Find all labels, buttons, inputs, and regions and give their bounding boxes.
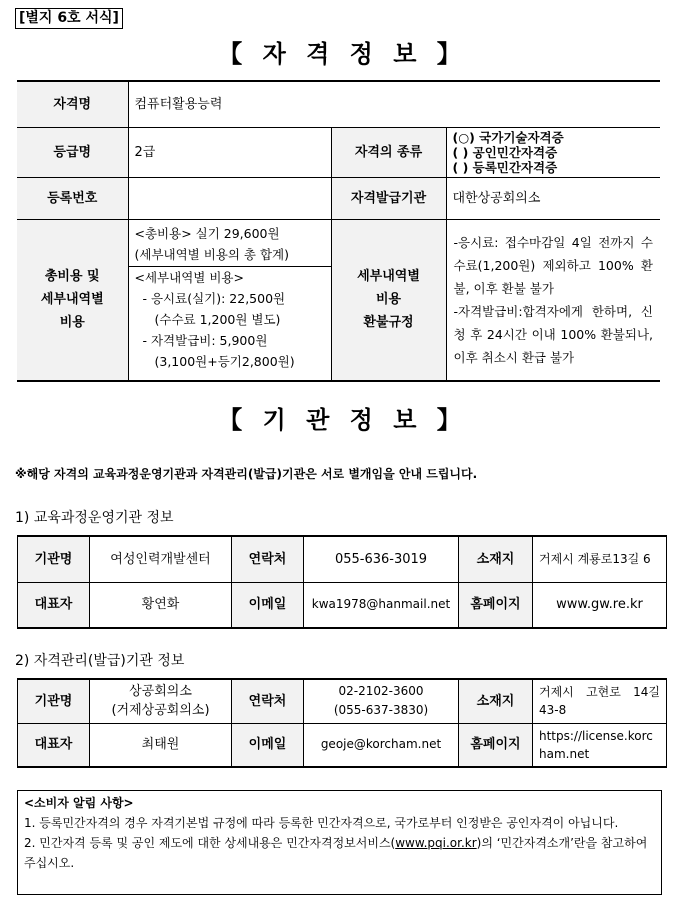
issuer-value: 대한상공회의소 [446, 177, 660, 219]
organization-section-title: 【 기 관 정 보 】 [218, 406, 467, 434]
grade-value: 2급 [128, 127, 331, 177]
mgmt-email-value: geoje@korcham.net [304, 723, 459, 767]
pqi-link[interactable]: www.pqi.or.kr [395, 836, 477, 850]
education-org-table [17, 535, 667, 629]
edu-contact-label: 연락처 [232, 536, 304, 582]
total-cost-block [129, 220, 331, 267]
mgmt-org-name-label: 기관명 [18, 679, 90, 723]
mgmt-email-label: 이메일 [232, 723, 304, 767]
detail-cost-block [135, 267, 325, 372]
mgmt-representative-value: 최태원 [90, 723, 232, 767]
mgmt-homepage-value: https://license.korcham.net [533, 723, 667, 767]
grade-label: 등급명 [17, 127, 128, 177]
refund-label-line: 세부내역별 [357, 269, 420, 285]
edu-address-label: 소재지 [459, 536, 533, 582]
edu-homepage-value: www.gw.re.kr [533, 582, 667, 628]
mgmt-contact-value [304, 679, 459, 723]
edu-representative-value: 황연화 [90, 582, 232, 628]
edu-representative-label: 대표자 [18, 582, 90, 628]
mgmt-org-name-value [90, 679, 232, 723]
edu-contact-value: 055-636-3019 [304, 536, 459, 582]
type-option-registered-private: ( ) 등록민간자격증 [452, 159, 558, 175]
refund-exam-fee-policy: -응시료: 접수마감일 4일 전까지 수수료(1,200원) 제외하고 100% 환불, 이후 환불 불가 [453, 234, 653, 296]
edu-email-value: kwa1978@hanmail.net [304, 582, 459, 628]
qualification-section-title: 【 자 격 정 보 】 [218, 40, 467, 68]
consumer-notice-item-2-text-end: )의 ‘민간자격소개’란을 참고하여 주십시오. [24, 836, 648, 870]
qualification-name-value: 컴퓨터활용능력 [128, 81, 660, 127]
refund-label-line: 비용 [375, 292, 402, 308]
refund-issue-fee-policy: -자격발급비:합격자에게 한하며, 신청 후 24시간 이내 100% 환불되나, 이후 취소시 환급 불가 [453, 303, 653, 365]
detail-cost-exam-note: (수수료 1,200원 별도) [154, 311, 281, 327]
cost-label-line: 세부내역별 [40, 292, 104, 308]
edu-email-label: 이메일 [232, 582, 304, 628]
issuer-label: 자격발급기관 [331, 177, 446, 219]
consumer-notice-item-2 [24, 833, 655, 873]
consumer-notice-box [17, 790, 662, 895]
qualification-type-options [446, 127, 660, 177]
detail-cost-issue-note: (3,100원+등기2,800원) [154, 353, 295, 369]
mgmt-org-name-line: 상공회의소 [129, 684, 192, 700]
total-cost-note: (세부내역별 비용의 총 합계) [134, 246, 289, 262]
mgmt-address-label: 소재지 [459, 679, 533, 723]
edu-address-value: 거제시 계룡로13길 6 [533, 536, 667, 582]
separate-organizations-notice: ※해당 자격의 교육과정운영기관과 자격관리(발급)기관은 서로 별개임을 안내 드립니다. [15, 467, 478, 481]
refund-policy-text [446, 219, 660, 381]
qualification-type-label: 자격의 종류 [331, 127, 446, 177]
detail-cost-heading: <세부내역별 비용> [134, 269, 244, 285]
qualification-name-label: 자격명 [17, 81, 128, 127]
total-cost-line: <총비용> 실기 29,600원 [134, 225, 280, 241]
education-org-heading: 1) 교육과정운영기관 정보 [15, 510, 174, 526]
management-org-table [17, 678, 667, 768]
mgmt-org-name-line: (거제상공회의소) [111, 703, 210, 719]
mgmt-contact-line: 02-2102-3600 [338, 684, 424, 699]
cost-label-line: 총비용 및 [44, 269, 100, 285]
management-org-heading: 2) 자격관리(발급)기관 정보 [15, 653, 185, 669]
refund-label-line: 환불규정 [363, 315, 414, 331]
cost-detail-cell [128, 219, 331, 381]
mgmt-address-value: 거제시 고현로 14길 43-8 [533, 679, 667, 723]
registration-number-label: 등록번호 [17, 177, 128, 219]
qualification-table [17, 80, 660, 382]
edu-org-name-value: 여성인력개발센터 [90, 536, 232, 582]
consumer-notice-item-2-text: 2. 민간자격 등록 및 공인 제도에 대한 상세내용은 민간자격정보서비스( [24, 836, 396, 850]
edu-homepage-label: 홈페이지 [459, 582, 533, 628]
mgmt-representative-label: 대표자 [18, 723, 90, 767]
mgmt-contact-label: 연락처 [232, 679, 304, 723]
mgmt-homepage-label: 홈페이지 [459, 723, 533, 767]
type-option-certified-private: ( ) 공인민간자격증 [452, 144, 558, 160]
type-option-national: (○) 국가기술자격증 [452, 129, 564, 145]
edu-org-name-label: 기관명 [18, 536, 90, 582]
detail-cost-exam-fee: - 응시료(실기): 22,500원 [142, 290, 286, 306]
consumer-notice-item-1: 1. 등록민간자격의 경우 자격기본법 규정에 따라 등록한 민간자격으로, 국가로부터 인정받은 공인자격이 아닙니다. [24, 816, 619, 830]
registration-number-value [128, 177, 331, 219]
form-tag: [별지 6호 서식] [15, 8, 123, 29]
refund-label [331, 219, 446, 381]
consumer-notice-title: <소비자 알림 사항> [24, 796, 134, 810]
mgmt-contact-line: (055-637-3830) [333, 703, 429, 718]
cost-label-line: 비용 [59, 315, 85, 331]
detail-cost-issue-fee: - 자격발급비: 5,900원 [142, 332, 268, 348]
cost-label [17, 219, 128, 381]
